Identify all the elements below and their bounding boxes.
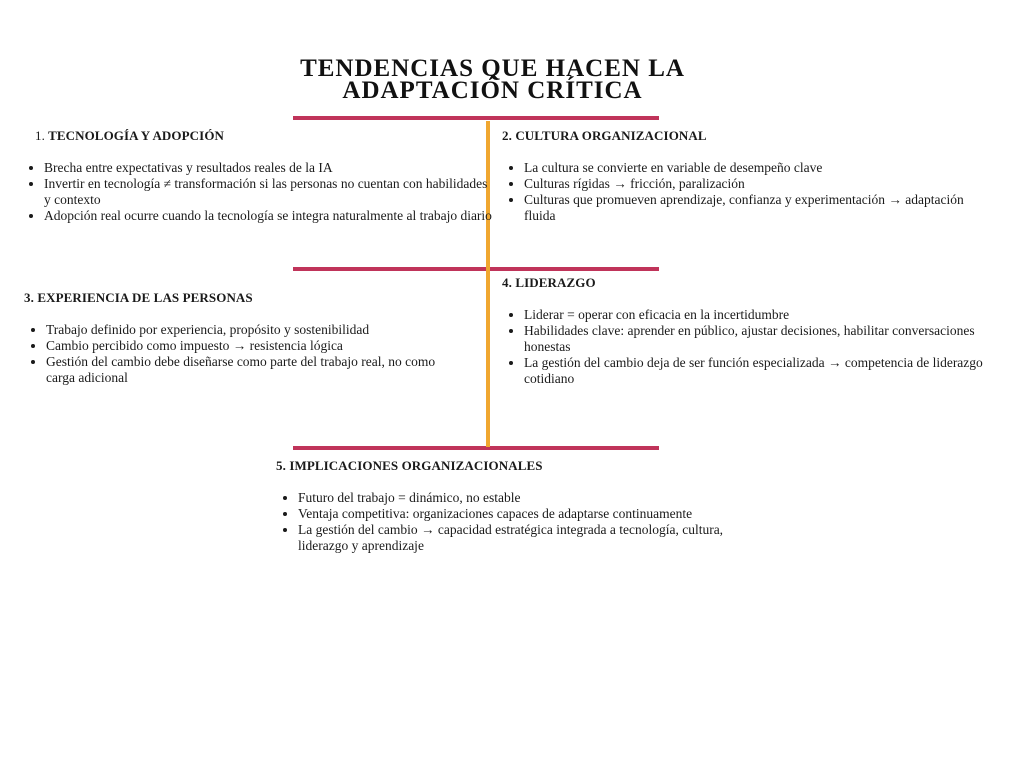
section-heading: 1. TECNOLOGÍA Y ADOPCIÓN [35,128,225,143]
list-item: • Trabajo definido por experiencia, propósito y sostenibilidad [46,322,464,338]
section-liderazgo [502,275,992,387]
divider-middle [293,267,659,271]
list-item: • Ventaja competitiva: organizaciones capaces de adaptarse continuamente [298,506,766,522]
section-heading: 5. IMPLICACIONES ORGANIZACIONALES [276,458,543,473]
bullet-list [24,322,464,386]
list-item: • Adopción real ocurre cuando la tecnología se integra naturalmente al trabajo diario [44,208,495,224]
section-implicaciones [276,458,766,554]
title-line-2: ADAPTACIÓN CRÍTICA [342,77,643,104]
bullet-list [22,160,495,224]
list-item: • Brecha entre expectativas y resultados reales de la IA [44,160,495,176]
divider-top [293,116,659,120]
title-line-1: TENDENCIAS QUE HACEN LA [300,55,685,82]
section-cultura [502,128,972,224]
section-heading: 2. CULTURA ORGANIZACIONAL [502,128,707,143]
list-item: • Gestión del cambio debe diseñarse como parte del trabajo real, no como carga adicional [46,354,464,386]
bullet-list [502,160,972,224]
bullet-list [276,490,766,554]
list-item: • La gestión del cambio → capacidad estratégica integrada a tecnología, cultura, liderazgo y aprendizaje [298,522,766,554]
section-heading: 4. LIDERAZGO [502,275,596,290]
section-experiencia [24,290,464,386]
list-item: • Liderar = operar con eficacia en la incertidumbre [524,307,992,323]
list-item: • Culturas que promueven aprendizaje, confianza y experimentación → adaptación fluida [524,192,972,224]
list-item: • Cambio percibido como impuesto → resistencia lógica [46,338,464,354]
section-tecnologia [35,128,495,224]
list-item: • Futuro del trabajo = dinámico, no estable [298,490,766,506]
list-item: • Habilidades clave: aprender en público, ajustar decisiones, habilitar conversaciones honestas [524,323,992,355]
divider-bottom [293,446,659,450]
list-item: • La cultura se convierte en variable de desempeño clave [524,160,972,176]
section-heading: 3. EXPERIENCIA DE LAS PERSONAS [24,290,253,305]
page-title [0,55,985,104]
bullet-list [502,307,992,387]
list-item: • La gestión del cambio deja de ser función especializada → competencia de liderazgo cotidiano [524,355,992,387]
list-item: • Culturas rígidas → fricción, paralización [524,176,972,192]
list-item: • Invertir en tecnología ≠ transformación si las personas no cuentan con habilidades y contexto [44,176,495,208]
